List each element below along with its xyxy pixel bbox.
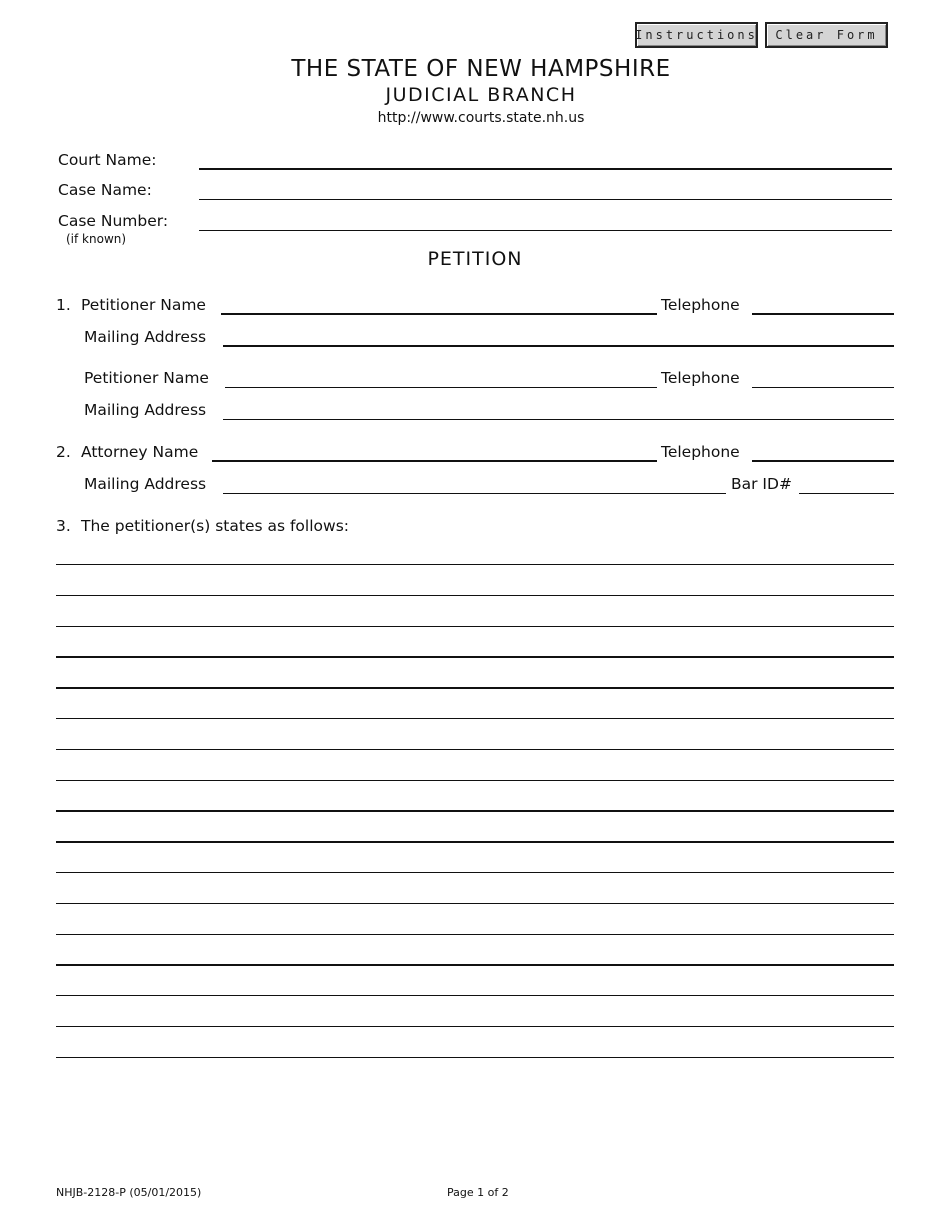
attorney-telephone-field[interactable] [752,442,894,462]
petitioner-2-name-label: Petitioner Name [84,369,209,387]
statement-line[interactable] [56,761,894,781]
statement-line[interactable] [56,669,894,689]
court-name-field[interactable] [199,150,892,170]
case-number-label: Case Number: [58,212,169,230]
statement-line[interactable] [56,853,894,873]
state-title: THE STATE OF NEW HAMPSHIRE [291,56,671,82]
case-name-field[interactable] [199,180,892,200]
attorney-name-label: Attorney Name [81,443,199,461]
bar-id-field[interactable] [799,474,894,494]
attorney-mailing-address-label: Mailing Address [84,475,207,493]
petitioner-mailing-address-field[interactable] [223,327,894,347]
statement-line[interactable] [56,638,894,658]
case-number-field[interactable] [199,211,892,231]
statement-line[interactable] [56,915,894,935]
mailing-address-2-label: Mailing Address [84,401,207,419]
attorney-mailing-address-field[interactable] [223,474,726,494]
statement-line[interactable] [56,976,894,996]
statement-line[interactable] [56,699,894,719]
attorney-telephone-label: Telephone [661,443,740,461]
petitioner-telephone-field[interactable] [752,295,894,315]
bar-id-label: Bar ID# [731,475,792,493]
statement-line[interactable] [56,792,894,812]
petitioner-2-telephone-field[interactable] [752,368,894,388]
court-url: http://www.courts.state.nh.us [377,110,585,126]
statement-line[interactable] [56,823,894,843]
court-name-label: Court Name: [58,151,157,169]
statement-line[interactable] [56,1038,894,1058]
section-2-number: 2. [56,443,71,461]
statement-line[interactable] [56,946,894,966]
statement-line[interactable] [56,730,894,750]
instructions-button[interactable]: Instructions [635,22,758,48]
petition-heading: PETITION [427,248,523,270]
statement-line[interactable] [56,545,894,565]
section-3-number: 3. [56,517,71,535]
section-1-number: 1. [56,296,71,314]
petitioner-name-field[interactable] [221,295,657,315]
form-id: NHJB-2128-P (05/01/2015) [56,1186,202,1199]
statement-line[interactable] [56,576,894,596]
case-name-label: Case Name: [58,181,152,199]
petitioner-2-mailing-address-field[interactable] [223,400,894,420]
statement-line[interactable] [56,607,894,627]
attorney-name-field[interactable] [212,442,657,462]
statement-line[interactable] [56,884,894,904]
statement-label: The petitioner(s) states as follows: [81,517,349,535]
page-number: Page 1 of 2 [447,1186,509,1199]
branch-subtitle: JUDICIAL BRANCH [385,84,577,106]
clear-form-button[interactable]: Clear Form [765,22,888,48]
petitioner-name-label: Petitioner Name [81,296,206,314]
telephone-2-label: Telephone [661,369,740,387]
statement-line[interactable] [56,1007,894,1027]
petitioner-2-name-field[interactable] [225,368,657,388]
telephone-label: Telephone [661,296,740,314]
mailing-address-label: Mailing Address [84,328,207,346]
case-number-note: (if known) [66,232,127,246]
